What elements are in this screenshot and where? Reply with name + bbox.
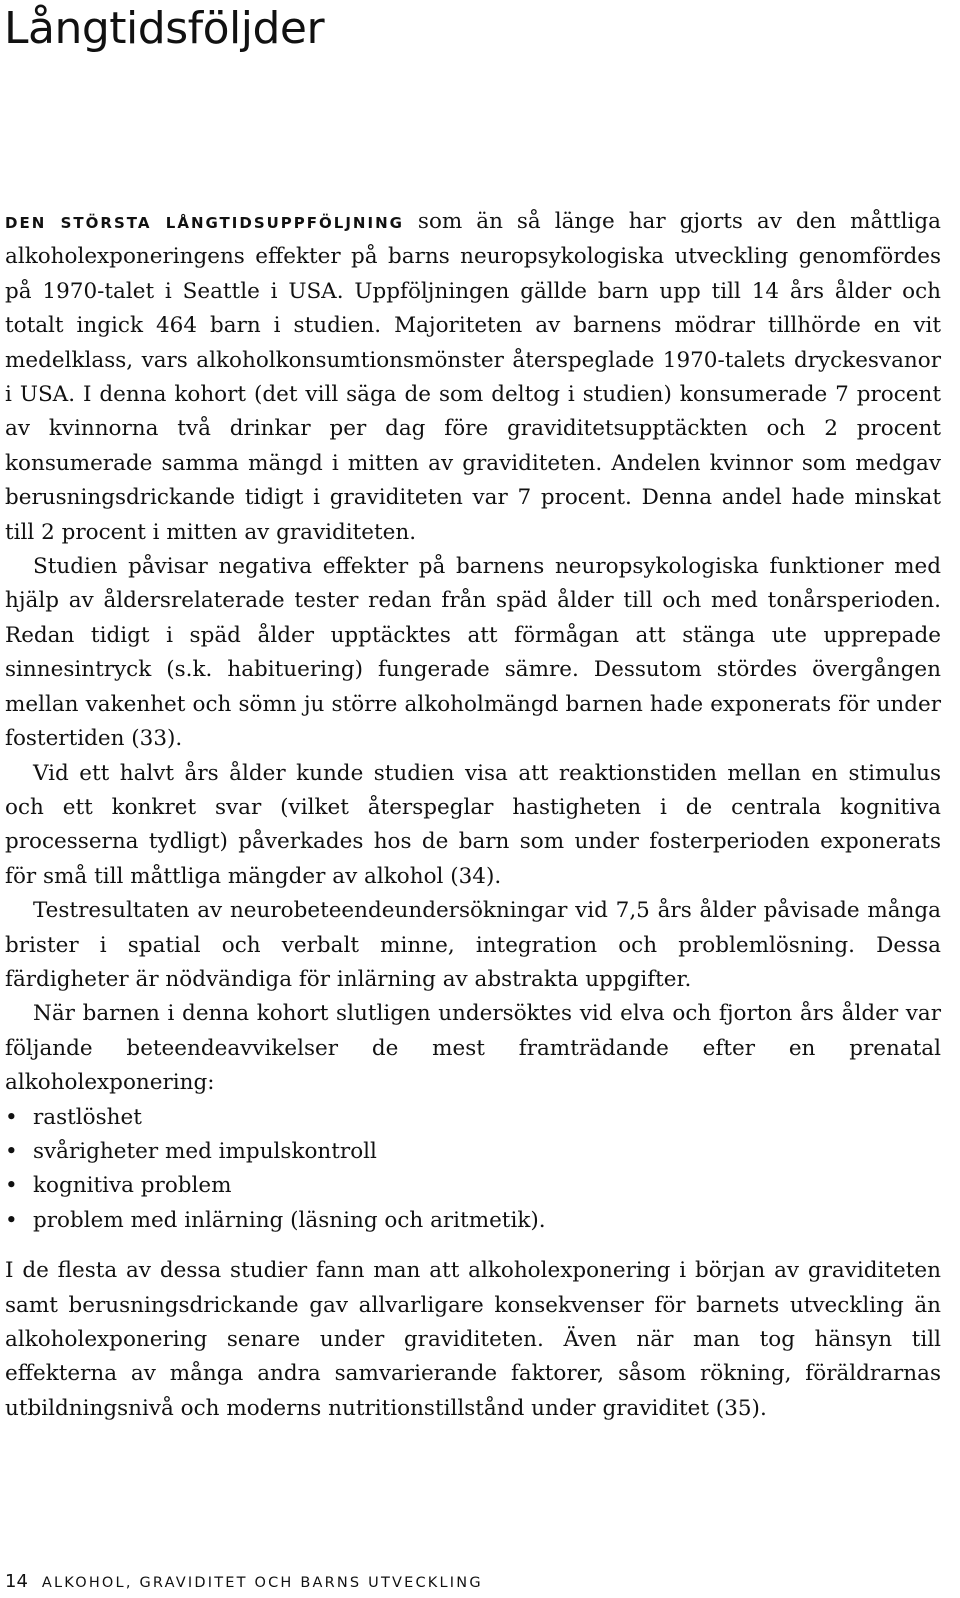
body-text — [5, 205, 941, 1426]
bullet-icon: • — [5, 1138, 18, 1164]
page-footer — [5, 1572, 483, 1593]
paragraph-2: Studien påvisar negativa effekter på barnens neuropsykologiska funktioner med hjälp av åldersrelaterade tester redan från späd ålder till och med tonårsperioden. Redan tidigt i späd ålder upptäcktes att förmågan att stänga ute upprepade sinnesintryck (s.k. habituering) fungerade sämre. Dessutom stördes övergången mellan vakenhet och sömn ju större alkoholmängd barnen hade exponerats för under fostertiden (33). — [5, 554, 941, 752]
list-item — [5, 1101, 941, 1135]
paragraph-1 — [5, 205, 941, 550]
running-title: ALKOHOL, GRAVIDITET OCH BARNS UTVECKLING — [41, 1575, 483, 1591]
paragraph-5: När barnen i denna kohort slutligen undersöktes vid elva och fjorton års ålder var följande beteendeavvikelser de mest framträdande efter en prenatal alkoholexponering: — [5, 1001, 941, 1096]
list-item-text: problem med inlärning (läsning och aritmetik). — [33, 1207, 546, 1233]
bullet-icon: • — [5, 1207, 18, 1233]
paragraph-3: Vid ett halvt års ålder kunde studien visa att reaktionstiden mellan en stimulus och ett konkret svar (vilket återspeglar hastigheten i de centrala kognitiva processerna tydligt) påverkades hos de barn som under fosterperioden exponerats för små till måttliga mängder av alkohol (34). — [5, 760, 941, 889]
page-number: 14 — [5, 1571, 28, 1592]
list-item — [5, 1135, 941, 1169]
paragraph-6: I de flesta av dessa studier fann man att alkoholexponering i början av graviditeten samt berusningsdrickande gav allvarligare konsekvenser för barnets utveckling än alkoholexponering senare under graviditeten. Även när man tog hänsyn till effekterna av många andra samvarierande faktorer, såsom rökning, föräldrarnas utbildningsnivå och moderns nutritionstillstånd under graviditet (35). — [5, 1258, 941, 1421]
paragraph-4: Testresultaten av neurobeteendeundersökningar vid 7,5 års ålder påvisade många brister i spatial och verbalt minne, integration och problemlösning. Dessa färdigheter är nödvändiga för inlärning av abstrakta uppgifter. — [5, 898, 941, 992]
bullet-icon: • — [5, 1173, 18, 1199]
bullet-icon: • — [5, 1104, 18, 1130]
page-title: Långtidsföljder — [4, 3, 325, 54]
bullet-list — [5, 1101, 941, 1239]
lead-in-heading: DEN STÖRSTA LÅNGTIDSUPPFÖLJNING — [5, 214, 404, 232]
list-item — [5, 1204, 941, 1238]
list-item-text: rastlöshet — [33, 1104, 142, 1130]
list-item-text: kognitiva problem — [33, 1173, 232, 1199]
paragraph-1-text: som än så länge har gjorts av den måttliga alkoholexponeringens effekter på barns neuropsykologiska utveckling genomfördes på 1970-talet i Seattle i USA. Uppföljningen gällde barn upp till 14 års ålder och totalt ingick 464 barn i studien. Majoriteten av barnens mödrar tillhörde en vit medelklass, vars alkoholkonsumtionsmönster återspeglade 1970-talets dryckesvanor i USA. I denna kohort (det vill säga de som deltog i studien) konsumerade 7 procent av kvinnorna två drinkar per dag före graviditetsupptäckten och 2 procent konsumerade samma mängd i mitten av graviditeten. Andelen kvinnor som medgav berusningsdrickande tidigt i graviditeten var 7 procent. Denna andel hade minskat till 2 procent i mitten av graviditeten. — [5, 209, 941, 545]
list-item — [5, 1169, 941, 1203]
list-item-text: svårigheter med impulskontroll — [33, 1138, 377, 1164]
